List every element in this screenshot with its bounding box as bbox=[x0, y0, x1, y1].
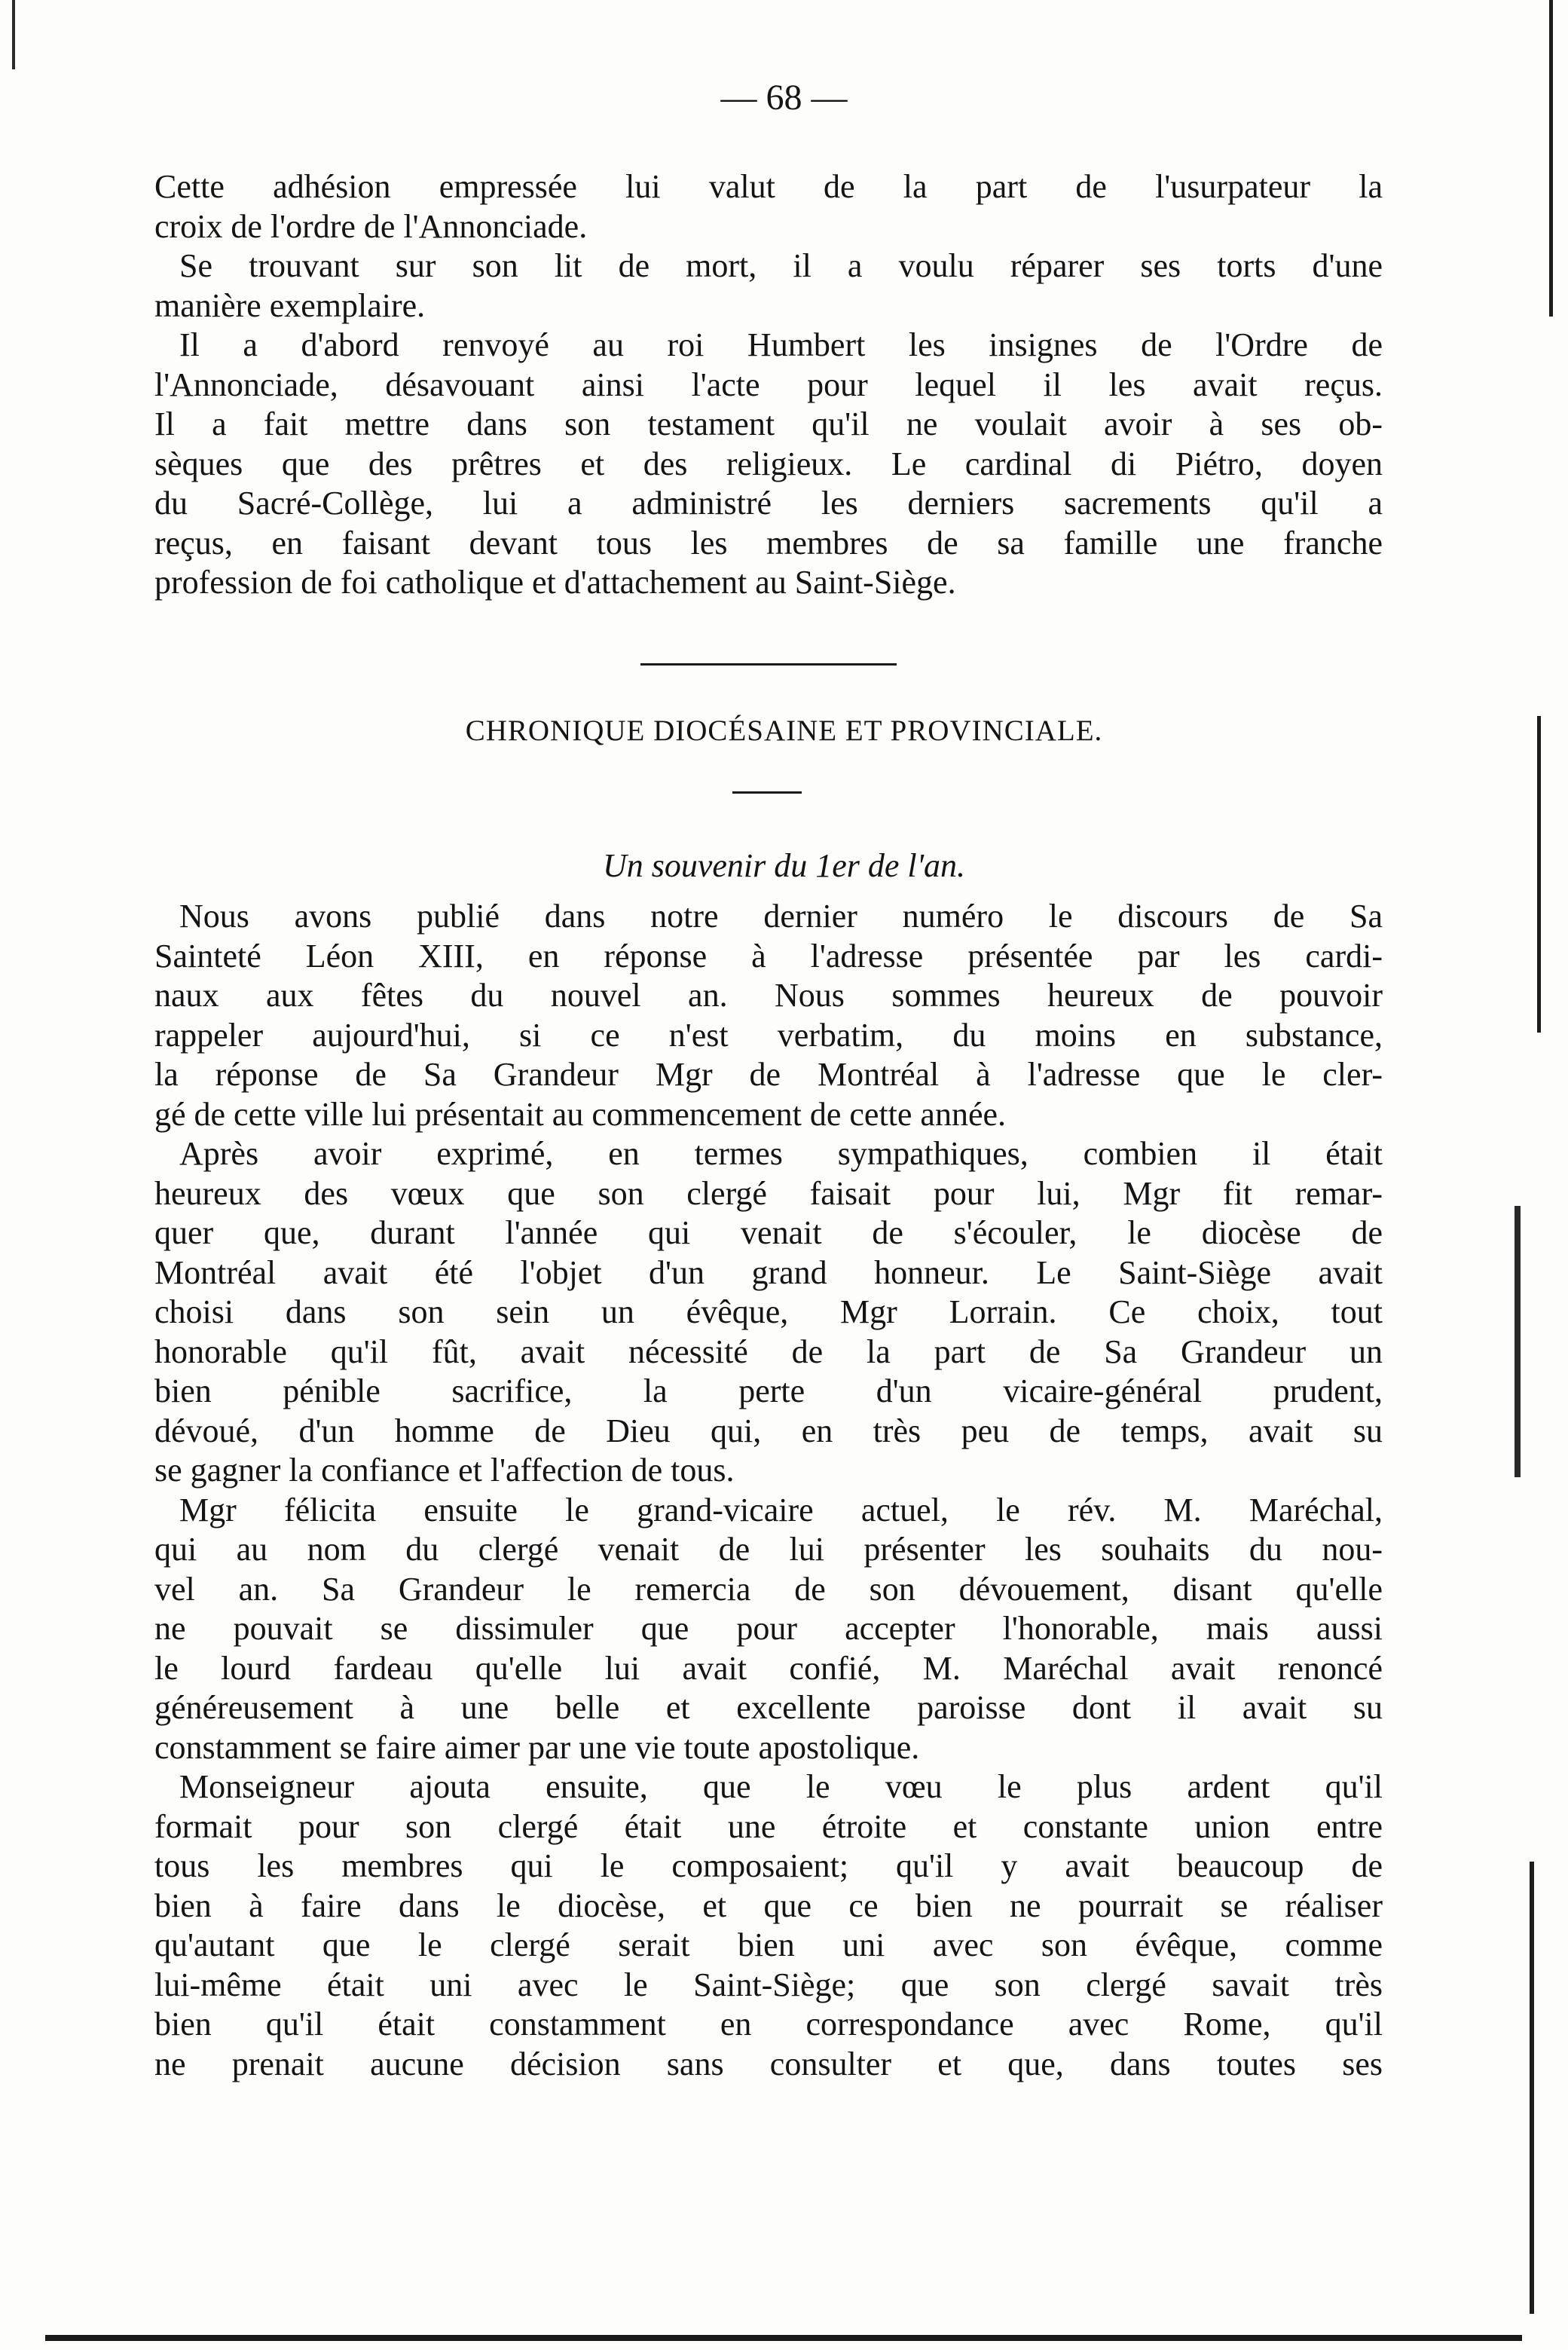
text-line: ne pouvait se dissimuler que pour accepter l'honorable, mais aussi bbox=[154, 1610, 1383, 1647]
page-number: — 68 — bbox=[720, 78, 848, 118]
scan-edge-mark bbox=[1530, 1862, 1534, 2314]
text-line: Il a fait mettre dans son testament qu'il ne voulait avoir à ses ob- bbox=[154, 405, 1383, 442]
text-line: qui au nom du clergé venait de lui présenter les souhaits du nou- bbox=[154, 1531, 1383, 1568]
text-line: la réponse de Sa Grandeur Mgr de Montréal à l'adresse que le cler- bbox=[154, 1056, 1383, 1093]
text-line: quer que, durant l'année qui venait de s'écouler, le diocèse de bbox=[154, 1214, 1383, 1251]
text-line: généreusement à une belle et excellente paroisse dont il avait su bbox=[154, 1689, 1383, 1726]
text-line: constamment se faire aimer par une vie toute apostolique. bbox=[154, 1728, 920, 1766]
section-subheading: Un souvenir du 1er de l'an. bbox=[602, 847, 966, 884]
text-line: Montréal avait été l'objet d'un grand honneur. Le Saint-Siège avait bbox=[154, 1253, 1383, 1291]
body-paragraphs bbox=[154, 897, 1383, 2084]
text-line: Monseigneur ajouta ensuite, que le vœu le plus ardent qu'il bbox=[179, 1768, 1383, 1805]
text-line: Nous avons publié dans notre dernier numéro le discours de Sa bbox=[179, 898, 1383, 935]
text-line: qu'autant que le clergé serait bien uni avec son évêque, comme bbox=[154, 1926, 1383, 1963]
text-line: heureux des vœux que son clergé faisait pour lui, Mgr fit remar- bbox=[154, 1174, 1383, 1212]
scan-bottom-edge bbox=[45, 2335, 1522, 2341]
text-line: rappeler aujourd'hui, si ce n'est verbatim, du moins en substance, bbox=[154, 1016, 1383, 1054]
text-line: dévoué, d'un homme de Dieu qui, en très peu de temps, avait su bbox=[154, 1412, 1383, 1449]
section-heading: CHRONIQUE DIOCÉSAINE ET PROVINCIALE. bbox=[465, 714, 1103, 747]
text-line: formait pour son clergé était une étroite et constante union entre bbox=[154, 1807, 1383, 1845]
scan-edge-mark bbox=[1549, 0, 1553, 317]
text-line: profession de foi catholique et d'attachement au Saint-Siège. bbox=[154, 564, 956, 601]
text-line: croix de l'ordre de l'Annonciade. bbox=[154, 207, 588, 245]
text-line: naux aux fêtes du nouvel an. Nous sommes heureux de pouvoir bbox=[154, 977, 1383, 1014]
text-line: reçus, en faisant devant tous les membres de sa famille une franche bbox=[154, 524, 1383, 561]
text-line: Sainteté Léon XIII, en réponse à l'adresse présentée par les cardi- bbox=[154, 937, 1383, 975]
text-line: bien à faire dans le diocèse, et que ce bien ne pourrait se réaliser bbox=[154, 1886, 1383, 1924]
text-line: bien qu'il était constamment en correspondance avec Rome, qu'il bbox=[154, 2006, 1383, 2042]
text-line: lui-même était uni avec le Saint-Siège; que son clergé savait très bbox=[154, 1966, 1383, 2003]
text-line: l'Annonciade, désavouant ainsi l'acte pour lequel il les avait reçus. bbox=[154, 366, 1383, 403]
text-line: ne prenait aucune décision sans consulter et que, dans toutes ses bbox=[154, 2045, 1383, 2082]
text-line: tous les membres qui le composaient; qu'il y avait beaucoup de bbox=[154, 1847, 1383, 1884]
intro-paragraphs bbox=[154, 167, 1383, 603]
text-line: Il a d'abord renvoyé au roi Humbert les insignes de l'Ordre de bbox=[179, 326, 1383, 363]
scan-edge-mark bbox=[1515, 1206, 1521, 1477]
text-line: Se trouvant sur son lit de mort, il a voulu réparer ses torts d'une bbox=[179, 247, 1383, 284]
text-line: manière exemplaire. bbox=[154, 286, 426, 324]
text-line: honorable qu'il fût, avait nécessité de la part de Sa Grandeur un bbox=[154, 1333, 1383, 1370]
text-line: du Sacré-Collège, lui a administré les derniers sacrements qu'il a bbox=[154, 485, 1383, 522]
text-line: le lourd fardeau qu'elle lui avait confié, M. Maréchal avait renoncé bbox=[154, 1649, 1383, 1687]
text-line: se gagner la confiance et l'affection de tous. bbox=[154, 1452, 735, 1489]
text-line: gé de cette ville lui présentait au commencement de cette année. bbox=[154, 1095, 1007, 1133]
scan-edge-mark bbox=[12, 0, 15, 69]
text-line: sèques que des prêtres et des religieux. Le cardinal di Piétro, doyen bbox=[154, 445, 1383, 482]
text-line: Cette adhésion empressée lui valut de la part de l'usurpateur la bbox=[154, 168, 1383, 205]
text-line: Après avoir exprimé, en termes sympathiques, combien il était bbox=[179, 1135, 1383, 1172]
section-divider bbox=[640, 663, 897, 666]
text-line: vel an. Sa Grandeur le remercia de son dévouement, disant qu'elle bbox=[154, 1570, 1383, 1608]
heading-rule bbox=[732, 791, 802, 794]
text-line: bien pénible sacrifice, la perte d'un vicaire-général prudent, bbox=[154, 1372, 1383, 1409]
text-line: Mgr félicita ensuite le grand-vicaire actuel, le rév. M. Maréchal, bbox=[179, 1491, 1383, 1528]
text-line: choisi dans son sein un évêque, Mgr Lorrain. Ce choix, tout bbox=[154, 1293, 1383, 1330]
